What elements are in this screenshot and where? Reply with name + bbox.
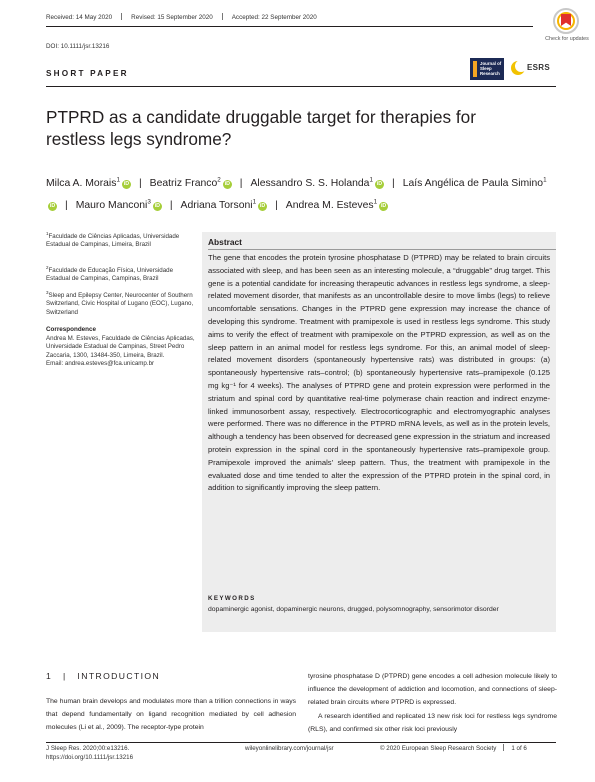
article-dates: [46, 13, 317, 21]
author-name: Mauro Manconi: [75, 199, 148, 211]
crossmark-label: Check for updates: [545, 36, 589, 42]
affiliation-sup: 3: [46, 290, 49, 295]
author[interactable]: [286, 200, 388, 211]
citation: J Sleep Res. 2020;00:e13216.: [46, 745, 130, 752]
author-name: Milca A. Morais: [46, 178, 117, 190]
orcid-icon[interactable]: iD: [49, 202, 56, 209]
orcid-icon[interactable]: iD: [123, 181, 130, 188]
doi-link[interactable]: https://doi.org/10.1111/jsr.13216: [46, 754, 134, 761]
section-number: 1: [46, 671, 53, 681]
received-date: Received: 14 May 2020: [46, 14, 113, 21]
correspondence-text: Andrea M. Esteves, Faculdade de Ciências Aplicadas, Universidade Estadual de Campinas, Street Pedro Zaccaria, 1300, 13484-350, Limeira, Brazil.: [46, 335, 195, 359]
correspondence-email[interactable]: Email: andrea.esteves@fca.unicamp.br: [46, 360, 155, 368]
section-separator: |: [62, 671, 67, 681]
logo-line-2: Sleep: [480, 66, 492, 71]
author-affil-sup: 3: [147, 198, 151, 206]
orcid-icon[interactable]: iD: [380, 202, 387, 209]
intro-right-column: [308, 670, 557, 736]
page-title: PTPRD as a candidate druggable target for therapies for restless legs syndrome?: [46, 107, 476, 149]
author-affil-sup: 1: [373, 198, 378, 206]
article-type: SHORT PAPER: [46, 69, 129, 78]
affiliation-text: Faculdade de Ciências Aplicadas, Universidade Estadual de Campinas, Limeira, Brazil: [46, 233, 180, 249]
author-list: [46, 172, 556, 215]
author-separator: |: [169, 199, 173, 211]
orcid-icon[interactable]: iD: [224, 181, 230, 188]
author-affil-sup: 1: [543, 177, 547, 184]
crossmark-badge[interactable]: [543, 8, 591, 56]
abstract-text: The gene that encodes the protein tyrosine phosphatase D (PTPRD) may be related to brain circuits associated with sleep, and has been seen as an interesting molecule, a “druggable” drug target. This gene is a potential candidate for increasing therapeutic advances in restless legs syndrome, a sleep-related movement disorder, that manifests as an uncontrollable desire to move limbs (legs) to relieve uncomfortable sensations. Changes in the PTPRD gene expression may increase the chance of developing this syndrome. Treatment with pramipexole is used in restless legs syndrome. This study aims to verify the effect of treatment with pramipexole on the PTPRD expression, as well as on the sleep pattern in an animal model for restless legs syndrome. For this, an animal model of sleep-related movement disorders (spontaneously hypertensive rats) was distributed in groups: (a) spontaneously hypertensive rats–control; (b) spontaneously hypertensive rats–pramipexole (0.125 mg kg⁻¹ for 4 weeks). The analyses of PTPRD gene and protein expression were performed in the striatum and spinal cord by quantitative real-time polymerase chain reaction and indirect enzyme-linked immunosorbent assay, respectively. Electrocorticographic and electromyographic analyses were performed. There was no difference in the PTPRD mRNA levels, as well as in the protein levels, although a tendency has been observed for decreased gene expression in the striatum and increased protein expression in the spinal cord in the spontaneously hypertensive rats–pramipexole group. Pramipexole improved the animals' sleep pattern. Thus, the treatment with pramipexole in the evaluated dose and time tended to alter the expression of the PTPRD protein in the spinal cord, in addition to significantly improving the sleep pattern.: [208, 253, 550, 493]
moon-icon-cutout: [515, 60, 527, 72]
page-number: 1 of 6: [511, 745, 527, 752]
logo-line-3: Research: [480, 71, 500, 76]
affiliation: [46, 289, 196, 317]
intro-paragraph: A research identified and replicated 13 new risk loci for restless legs syndrome (RLS), and confirmed six other risk loci previously: [308, 712, 557, 733]
keywords-text: dopaminergic agonist, dopaminergic neurons, drugged, polysomnography, sensorimotor disorder: [208, 606, 499, 613]
footer-rule: [46, 742, 556, 743]
author-affil-sup: 1: [116, 177, 120, 184]
journal-link[interactable]: wileyonlinelibrary.com/journal/jsr: [245, 745, 334, 752]
society-logo-text: ESRS: [527, 63, 550, 72]
author-separator: |: [65, 199, 68, 211]
accepted-date: Accepted: 22 September 2020: [231, 14, 317, 21]
copyright: © 2020 European Sleep Research Society: [380, 745, 497, 752]
author-separator: |: [391, 178, 395, 190]
orcid-icon[interactable]: iD: [376, 181, 383, 188]
type-rule: [46, 86, 556, 87]
orcid-icon[interactable]: iD: [154, 202, 160, 209]
author-name: Alessandro S. S. Holanda: [250, 178, 370, 190]
affiliation: [46, 230, 196, 250]
affiliation-sup: 2: [46, 265, 49, 270]
author[interactable]: [250, 178, 384, 189]
header-rule: [46, 26, 533, 27]
author-name: Laís Angélica de Paula Simino: [402, 178, 544, 190]
author-name: Adriana Torsoni: [180, 199, 253, 211]
correspondence-block: [46, 335, 196, 369]
logo-line-1: Journal of: [480, 61, 502, 66]
footer-copyright: [380, 744, 527, 753]
author[interactable]: [150, 178, 232, 189]
doi[interactable]: DOI: 10.1111/jsr.13216: [46, 43, 110, 50]
author[interactable]: [181, 200, 268, 211]
revised-date: Revised: 15 September 2020: [131, 14, 213, 21]
author[interactable]: [46, 178, 131, 189]
abstract-rule: [208, 249, 556, 250]
divider: [503, 744, 504, 751]
abstract-heading: Abstract: [208, 237, 242, 247]
keywords-heading: KEYWORDS: [208, 595, 256, 602]
intro-left-column: The human brain develops and modulates more than a trillion connections in ways that depend fundamentally on ligand recognition mediated by cell adhesion molecules (Li et al., 2009). The receptor-type protein: [46, 698, 296, 732]
divider: [121, 13, 122, 20]
section-title: INTRODUCTION: [77, 671, 161, 681]
intro-paragraph: tyrosine phosphatase D (PTPRD) gene encodes a cell adhesion molecule likely to influence the development of addiction and locomotion, and connections of sleep-related brain circuits where PTPRD is expressed.: [308, 673, 557, 707]
abstract-panel: [202, 232, 556, 632]
author-affil-sup: 1: [252, 198, 257, 206]
logo-bar: [473, 61, 477, 77]
author-affil-sup: 2: [217, 177, 221, 184]
author-separator: |: [138, 178, 142, 190]
orcid-icon[interactable]: iD: [259, 202, 266, 209]
author-name: Andrea M. Esteves: [285, 199, 374, 211]
affiliation-sup: 1: [46, 231, 49, 236]
footer-citation: [46, 744, 133, 762]
affiliation: [46, 264, 196, 284]
author[interactable]: [76, 200, 162, 211]
affiliation-text: Sleep and Epilepsy Center, Neurocenter of Southern Switzerland, Civic Hospital of Lugano (EOC), Lugano, Switzerland: [46, 292, 194, 316]
author-separator: |: [239, 178, 243, 190]
journal-logo: [470, 58, 504, 80]
correspondence-heading: Correspondence: [46, 326, 97, 333]
society-logo: [511, 59, 551, 77]
section-heading: [46, 671, 160, 681]
divider: [222, 13, 223, 20]
author-name: Beatriz Franco: [149, 178, 218, 190]
author-separator: |: [275, 199, 278, 211]
affiliation-text: Faculdade de Educação Física, Universidade Estadual de Campinas, Campinas, Brazil: [46, 267, 174, 283]
author-affil-sup: 1: [369, 177, 373, 184]
